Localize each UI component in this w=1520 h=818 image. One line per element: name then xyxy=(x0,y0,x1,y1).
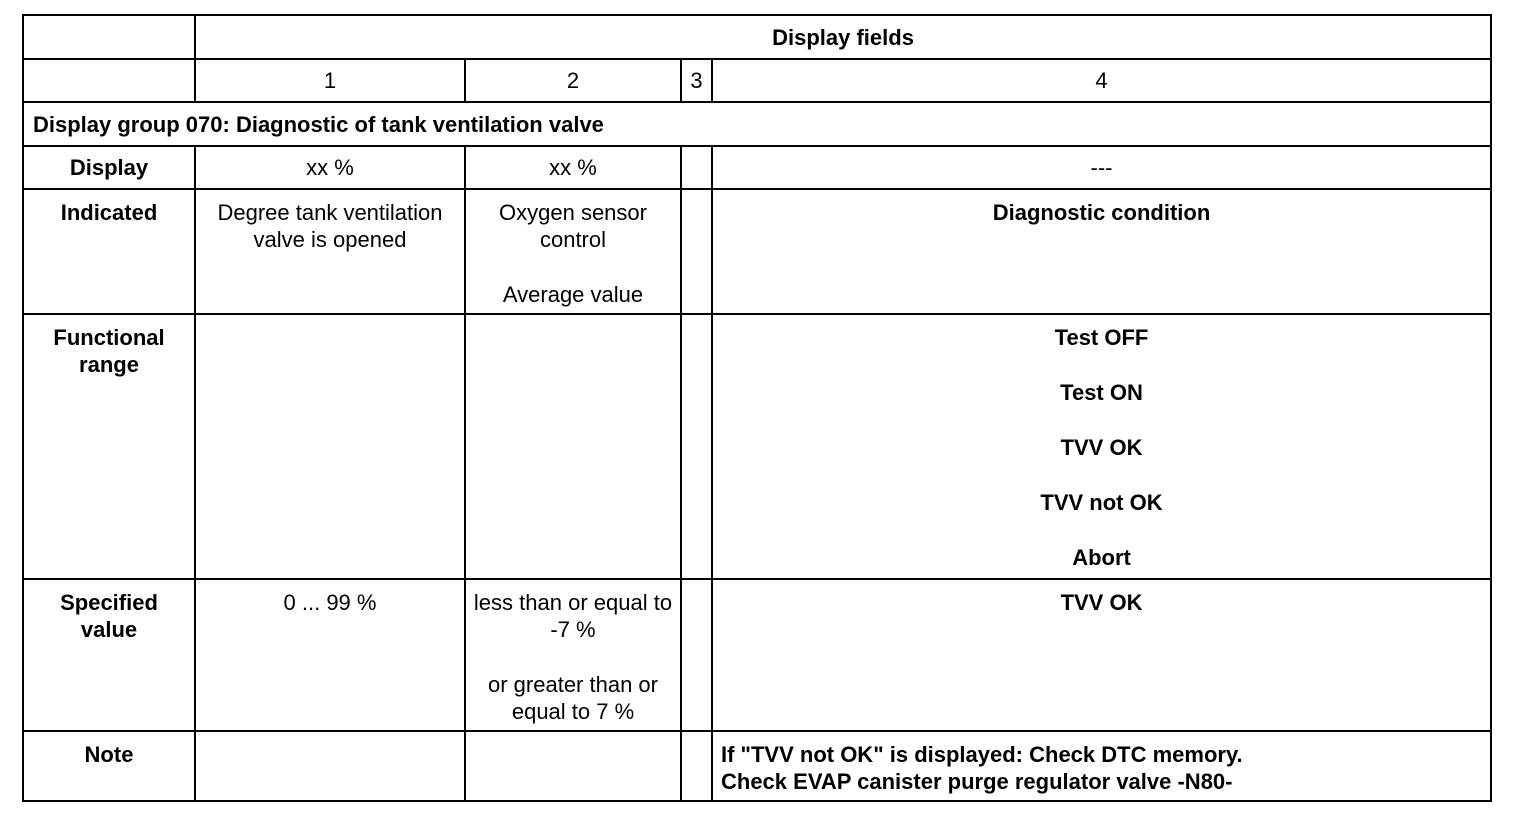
functional-range-test-off: Test OFF xyxy=(1054,325,1149,350)
group-title: Display group 070: Diagnostic of tank ventilation valve xyxy=(23,102,1491,146)
indicated-field-2 xyxy=(465,189,681,314)
column-number-3: 3 xyxy=(681,59,712,102)
specified-value-field-2-line-b: or greater than or equal to 7 % xyxy=(488,672,658,724)
note-field-3 xyxy=(681,731,712,801)
display-field-2: xx % xyxy=(465,146,681,189)
indicated-field-2-line-b: Average value xyxy=(502,282,644,307)
functional-range-field-3 xyxy=(681,314,712,579)
note-field-4 xyxy=(712,731,1491,801)
display-field-1: xx % xyxy=(195,146,465,189)
functional-range-field-4 xyxy=(712,314,1491,579)
specified-value-field-3 xyxy=(681,579,712,731)
functional-range-tvv-ok: TVV OK xyxy=(1060,435,1143,460)
specified-value-field-4: TVV OK xyxy=(712,579,1491,731)
specified-value-field-2-line-a: less than or equal to -7 % xyxy=(473,590,673,642)
column-number-2: 2 xyxy=(465,59,681,102)
row-label-specified-value: Specified value xyxy=(23,579,195,731)
indicated-field-1: Degree tank ventilation valve is opened xyxy=(195,189,465,314)
functional-range-field-2 xyxy=(465,314,681,579)
display-group-table xyxy=(22,14,1492,802)
specified-value-field-1: 0 ... 99 % xyxy=(195,579,465,731)
functional-range-field-1 xyxy=(195,314,465,579)
specified-value-field-2 xyxy=(465,579,681,731)
display-field-3 xyxy=(681,146,712,189)
note-field-2 xyxy=(465,731,681,801)
functional-range-test-on: Test ON xyxy=(1060,380,1143,405)
column-number-empty-cell xyxy=(23,59,195,102)
column-number-1: 1 xyxy=(195,59,465,102)
functional-range-abort: Abort xyxy=(1072,545,1131,570)
display-fields-header: Display fields xyxy=(195,15,1491,59)
display-field-4: --- xyxy=(712,146,1491,189)
header-empty-cell xyxy=(23,15,195,59)
row-label-indicated: Indicated xyxy=(23,189,195,314)
note-field-1 xyxy=(195,731,465,801)
indicated-field-2-line-a: Oxygen sensor control xyxy=(499,200,647,252)
note-line-check-dtc: If "TVV not OK" is displayed: Check DTC memory. xyxy=(721,742,1243,767)
column-number-4: 4 xyxy=(712,59,1491,102)
functional-range-tvv-not-ok: TVV not OK xyxy=(1040,490,1163,515)
indicated-field-4: Diagnostic condition xyxy=(712,189,1491,314)
row-label-note: Note xyxy=(23,731,195,801)
row-label-display: Display xyxy=(23,146,195,189)
indicated-field-3 xyxy=(681,189,712,314)
note-line-check-evap: Check EVAP canister purge regulator valve -N80- xyxy=(721,769,1233,794)
row-label-functional-range: Functional range xyxy=(23,314,195,579)
